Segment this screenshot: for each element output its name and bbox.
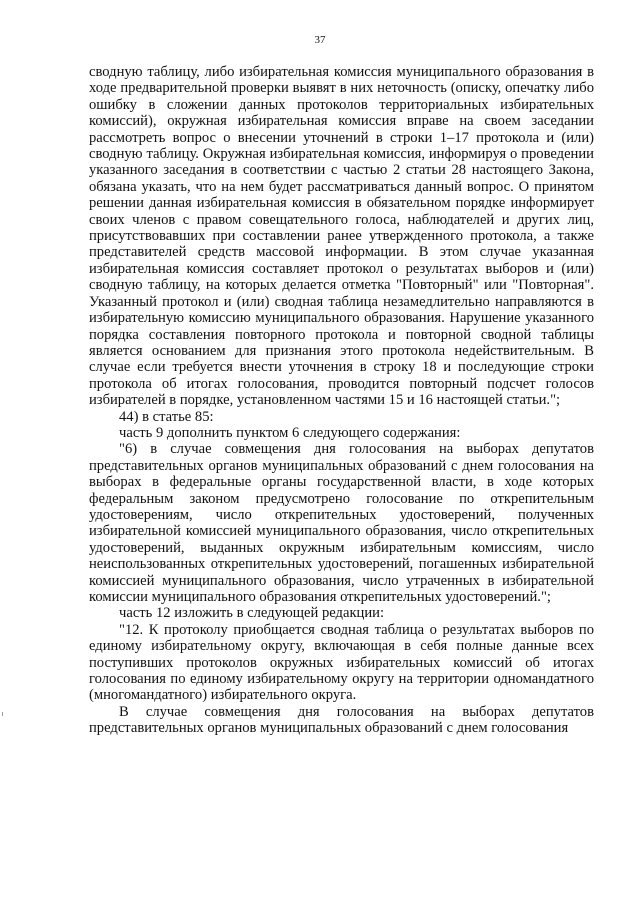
- page-number: 37: [314, 34, 326, 46]
- paragraph-part-12: часть 12 изложить в следующей редакции:: [119, 605, 385, 622]
- paragraph-item-44: 44) в статье 85:: [119, 408, 214, 425]
- document-body: [89, 64, 594, 737]
- scan-edge-mark: [2, 712, 7, 716]
- paragraph-point-6: "6) в случае совмещения дня голосования на выборах депутатов представительных органов муниципальных образований с днем голосования на выборах в федеральные органы государственной власти, в ходе которых федеральным законом предусмотрено голосование по открепительным удостоверениям, число открепительных удостоверений, полученных избирательной комиссией муниципального образования, число открепительных удостоверений, выданных окружным избирательным комиссиям, число неиспользованных открепительных удостоверений, погашенных избирательной комиссией муниципального образования, число утраченных в избирательной комиссии муниципального образования открепительных удостоверений.";: [89, 441, 594, 605]
- paragraph-point-12: "12. К протоколу приобщается сводная таблица о результатах выборов по единому избирательному округу, включающая в себя полные данные всех поступивших протоколов окружных избирательных комиссий об итогах голосования по единому избирательному округу на территории одномандатного (многомандатного) избирательного округа.: [89, 621, 594, 704]
- paragraph-combined-voting: В случае совмещения дня голосования на выборах депутатов представительных органов муниципальных образований с днем голосования: [89, 703, 594, 737]
- paragraph-part-9: часть 9 дополнить пунктом 6 следующего содержания:: [119, 424, 461, 441]
- paragraph-continuation: сводную таблицу, либо избирательная комиссия муниципального образования в ходе предварительной проверки выявят в них неточность (описку, опечатку либо ошибку в сложении данных протоколов территориальных избирательных комиссий), окружная избирательная комиссия вправе на своем заседании рассмотреть вопрос о внесении уточнений в строки 1–17 протокола и (или) сводную таблицу. Окружная избирательная комиссия, информируя о проведении указанного заседания в соответствии с частью 2 статьи 28 настоящего Закона, обязана указать, что на нем будет рассматриваться данный вопрос. О принятом решении данная избирательная комиссия в обязательном порядке информирует своих членов с правом совещательного голоса, наблюдателей и других лиц, присутствовавших при составлении ранее утвержденного протокола, а также представителей средств массовой информации. В этом случае указанная избирательная комиссия составляет протокол о результатах выборов и (или) сводную таблицу, на которых делается отметка "Повторный" или "Повторная". Указанный протокол и (или) сводная таблица незамедлительно направляются в избирательную комиссию муниципального образования. Нарушение указанного порядка составления повторного протокола и повторной сводной таблицы является основанием для признания этого протокола недействительным. В случае если требуется внести уточнения в строку 18 и последующие строки протокола об итогах голосования, проводится повторный подсчет голосов избирателей в порядке, установленном частями 15 и 16 настоящей статьи.";: [89, 64, 594, 409]
